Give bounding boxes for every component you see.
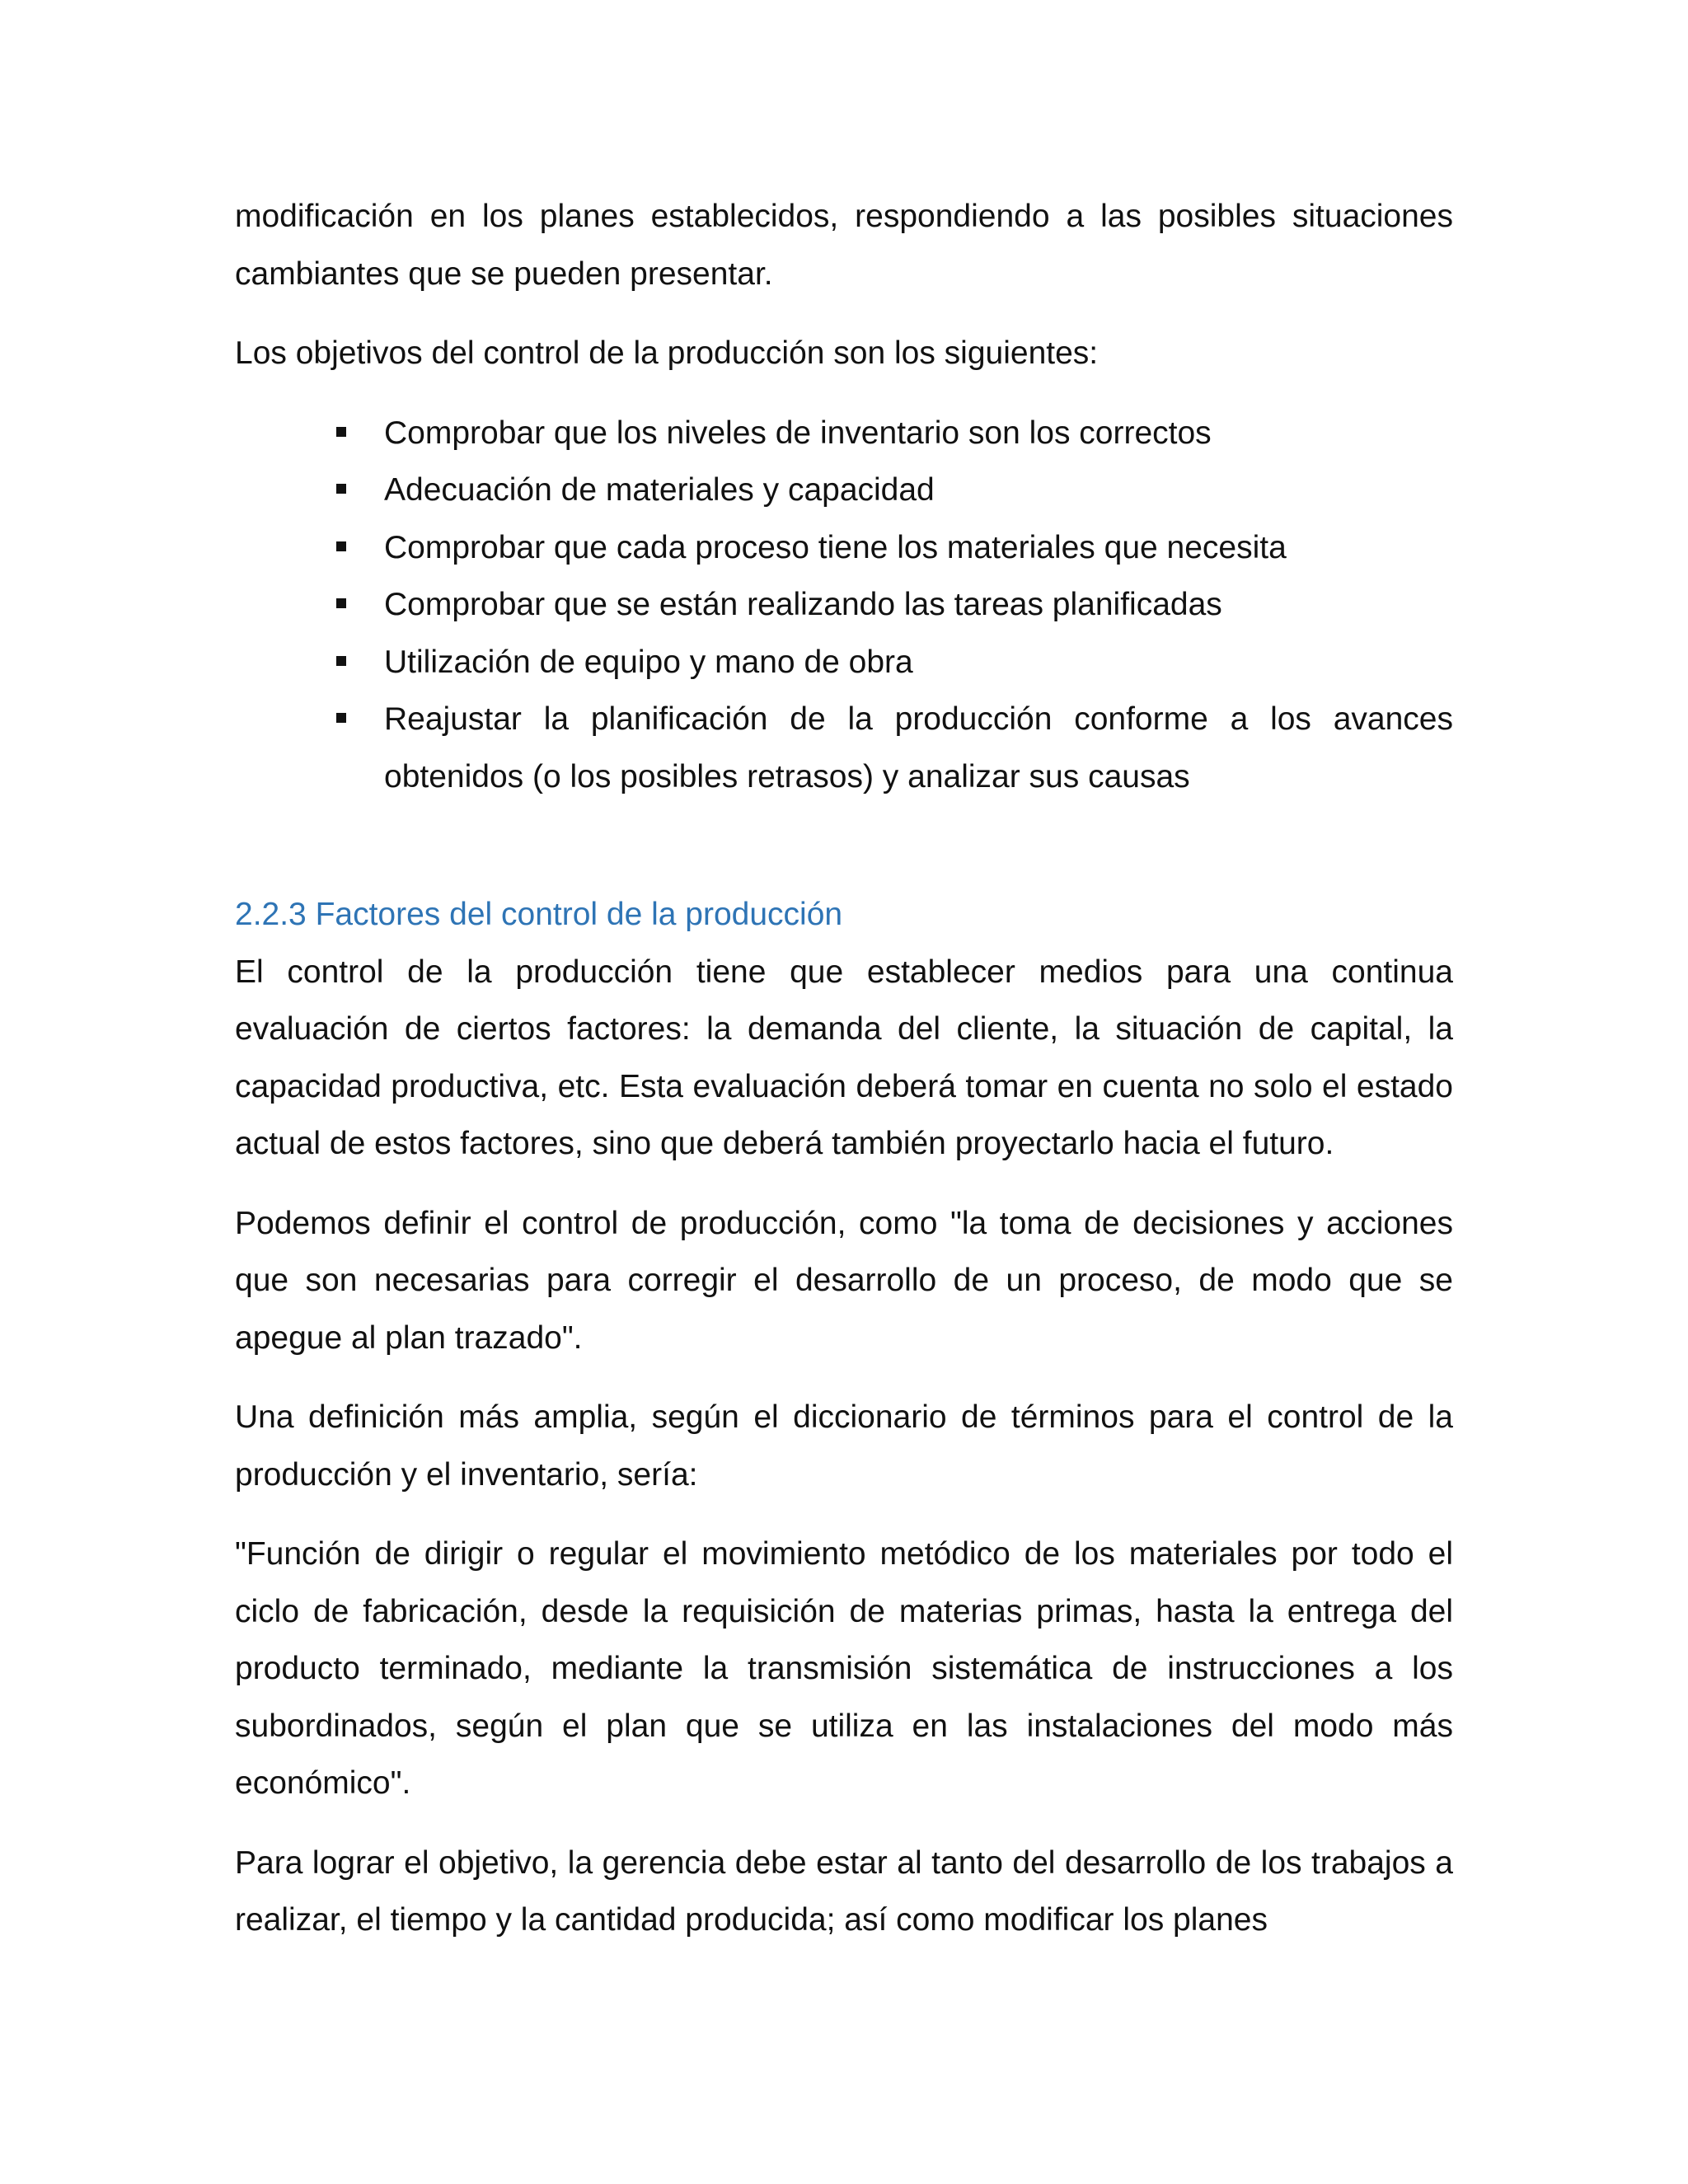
list-item — [235, 519, 1453, 577]
factors-paragraph: El control de la producción tiene que establecer medios para una continua evaluación de ciertos factores: la demanda del cliente, la situación de capital, la capacidad productiva, etc. Esta evaluación deberá tomar en cuenta no solo el estado actual de estos factores, sino que deberá también proyectarlo hacia el futuro. — [235, 954, 1453, 1161]
square-bullet-icon — [336, 484, 346, 494]
objectives-list — [235, 405, 1453, 806]
list-item — [235, 691, 1453, 805]
square-bullet-icon — [336, 713, 346, 723]
broader-definition-paragraph: Una definición más amplia, según el diccionario de términos para el control de la producción y el inventario, sería: — [235, 1399, 1453, 1493]
list-item-text: Comprobar que se están realizando las tareas planificadas — [384, 587, 1222, 622]
objective-paragraph: Para lograr el objetivo, la gerencia debe estar al tanto del desarrollo de los trabajos a realizar, el tiempo y la cantidad producida; así como modificar los planes — [235, 1844, 1453, 1938]
list-item — [235, 634, 1453, 691]
square-bullet-icon — [336, 427, 346, 437]
list-item-text: Utilización de equipo y mano de obra — [384, 644, 913, 680]
list-item-text: Adecuación de materiales y capacidad — [384, 472, 935, 508]
list-item-text: Comprobar que cada proceso tiene los materiales que necesita — [384, 529, 1287, 565]
list-item — [235, 462, 1453, 519]
square-bullet-icon — [336, 598, 346, 608]
list-item — [235, 405, 1453, 462]
intro-continuation-paragraph: modificación en los planes establecidos, respondiendo a las posibles situaciones cambiantes que se pueden presentar. — [235, 199, 1453, 292]
square-bullet-icon — [336, 541, 346, 551]
definition-paragraph: Podemos definir el control de producción, como "la toma de decisiones y acciones que son necesarias para corregir el desarrollo de un proceso, de modo que se apegue al plan trazado". — [235, 1205, 1453, 1356]
square-bullet-icon — [336, 656, 346, 666]
quote-paragraph: "Función de dirigir o regular el movimiento metódico de los materiales por todo el ciclo de fabricación, desde la requisición de materias primas, hasta la entrega del producto terminado, mediante la transmisión sistemática de instrucciones a los subordinados, según el plan que se utiliza en las instalaciones del modo más económico". — [235, 1536, 1453, 1801]
list-item — [235, 576, 1453, 634]
list-item-text: Comprobar que los niveles de inventario son los correctos — [384, 415, 1212, 451]
document-page — [235, 188, 1453, 1971]
objectives-intro-paragraph: Los objetivos del control de la producción son los siguientes: — [235, 335, 1099, 371]
section-heading: 2.2.3 Factores del control de la producción — [235, 897, 843, 932]
list-item-text: Reajustar la planificación de la producción conforme a los avances obtenidos (o los posibles retrasos) y analizar sus causas — [384, 701, 1453, 794]
